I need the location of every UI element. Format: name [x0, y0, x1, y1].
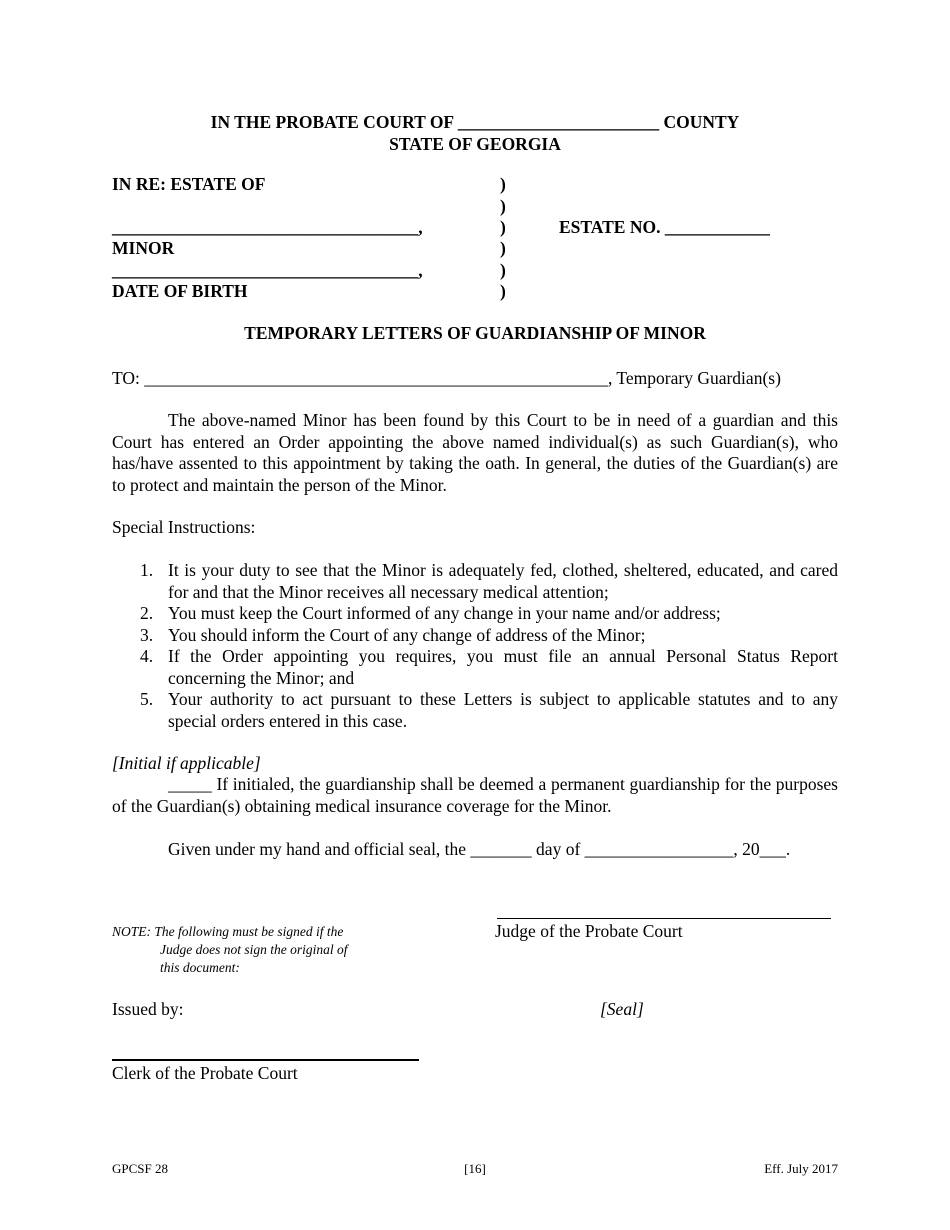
list-text: Your authority to act pursuant to these Letters is subject to applicable statutes and to any special orders entered in this case.	[168, 689, 838, 731]
list-text: It is your duty to see that the Minor is adequately fed, clothed, sheltered, educated, and cared for and that the Minor receives all necessary medical attention;	[168, 560, 838, 602]
page-number: [16]	[464, 1161, 486, 1176]
document-title: TEMPORARY LETTERS OF GUARDIANSHIP OF MINOR	[244, 323, 706, 343]
list-number: 4.	[140, 646, 154, 666]
minor-label: MINOR	[112, 238, 175, 258]
to-line: TO: _____________________________________________________, Temporary Guardian(s)	[112, 368, 781, 388]
list-item	[112, 646, 838, 689]
estate-number: ESTATE NO. ____________	[559, 217, 770, 237]
caption-paren: )	[500, 217, 506, 237]
list-item	[112, 625, 838, 647]
list-item	[112, 689, 838, 732]
issued-by-label: Issued by:	[112, 999, 184, 1019]
clerk-signature-line	[112, 1059, 419, 1061]
given-line: Given under my hand and official seal, the _______ day of _________________, 20___.	[168, 839, 791, 859]
special-instructions-label: Special Instructions:	[112, 517, 256, 537]
judge-label: Judge of the Probate Court	[495, 921, 683, 941]
list-number: 3.	[140, 624, 154, 645]
instructions-list	[112, 560, 838, 732]
intro-text: The above-named Minor has been found by this Court to be in need of a guardian and this Court has entered an Order appointing the above named individual(s) as such Guardian(s), who has/have assented to this appointment by taking the oath. In general, the duties of the Guardian(s) are to protect and maintain the person of the Minor.	[112, 410, 838, 495]
effective-date: Eff. July 2017	[764, 1161, 838, 1176]
intro-paragraph	[112, 410, 838, 496]
initial-paragraph	[112, 774, 838, 817]
list-number: 2.	[140, 603, 154, 623]
state-header: STATE OF GEORGIA	[389, 134, 561, 154]
initial-text: _____ If initialed, the guardianship shall be deemed a permanent guardianship for the purposes of the Guardian(s) obtaining medical insurance coverage for the Minor.	[112, 774, 838, 816]
signature-note	[112, 923, 347, 977]
in-re-label: IN RE: ESTATE OF	[112, 174, 266, 194]
caption-paren: )	[500, 260, 506, 280]
caption-paren: )	[500, 196, 506, 216]
list-text: You must keep the Court informed of any change in your name and/or address;	[168, 603, 721, 623]
initial-label: [Initial if applicable]	[112, 753, 261, 773]
note-line: NOTE: The following must be signed if the	[112, 924, 344, 939]
dob-blank: ___________________________________,	[112, 260, 423, 280]
court-header: IN THE PROBATE COURT OF _______________________ COUNTY	[210, 112, 740, 132]
caption-paren: )	[500, 238, 506, 258]
form-id: GPCSF 28	[112, 1161, 168, 1176]
caption-paren: )	[500, 281, 506, 301]
clerk-label: Clerk of the Probate Court	[112, 1063, 298, 1083]
note-line: this document:	[160, 960, 240, 975]
seal-label: [Seal]	[600, 999, 644, 1019]
list-item	[112, 560, 838, 603]
list-number: 1.	[140, 560, 154, 580]
list-text: If the Order appointing you requires, you must file an annual Personal Status Report concerning the Minor; and	[168, 646, 838, 688]
list-item	[112, 603, 838, 625]
list-number: 5.	[140, 689, 154, 709]
dob-label: DATE OF BIRTH	[112, 281, 248, 301]
list-text: You should inform the Court of any change of address of the Minor;	[168, 624, 646, 645]
judge-signature-line	[497, 918, 831, 919]
minor-name-blank: ___________________________________,	[112, 217, 423, 237]
note-line: Judge does not sign the original of	[160, 942, 348, 957]
caption-paren: )	[500, 174, 506, 194]
